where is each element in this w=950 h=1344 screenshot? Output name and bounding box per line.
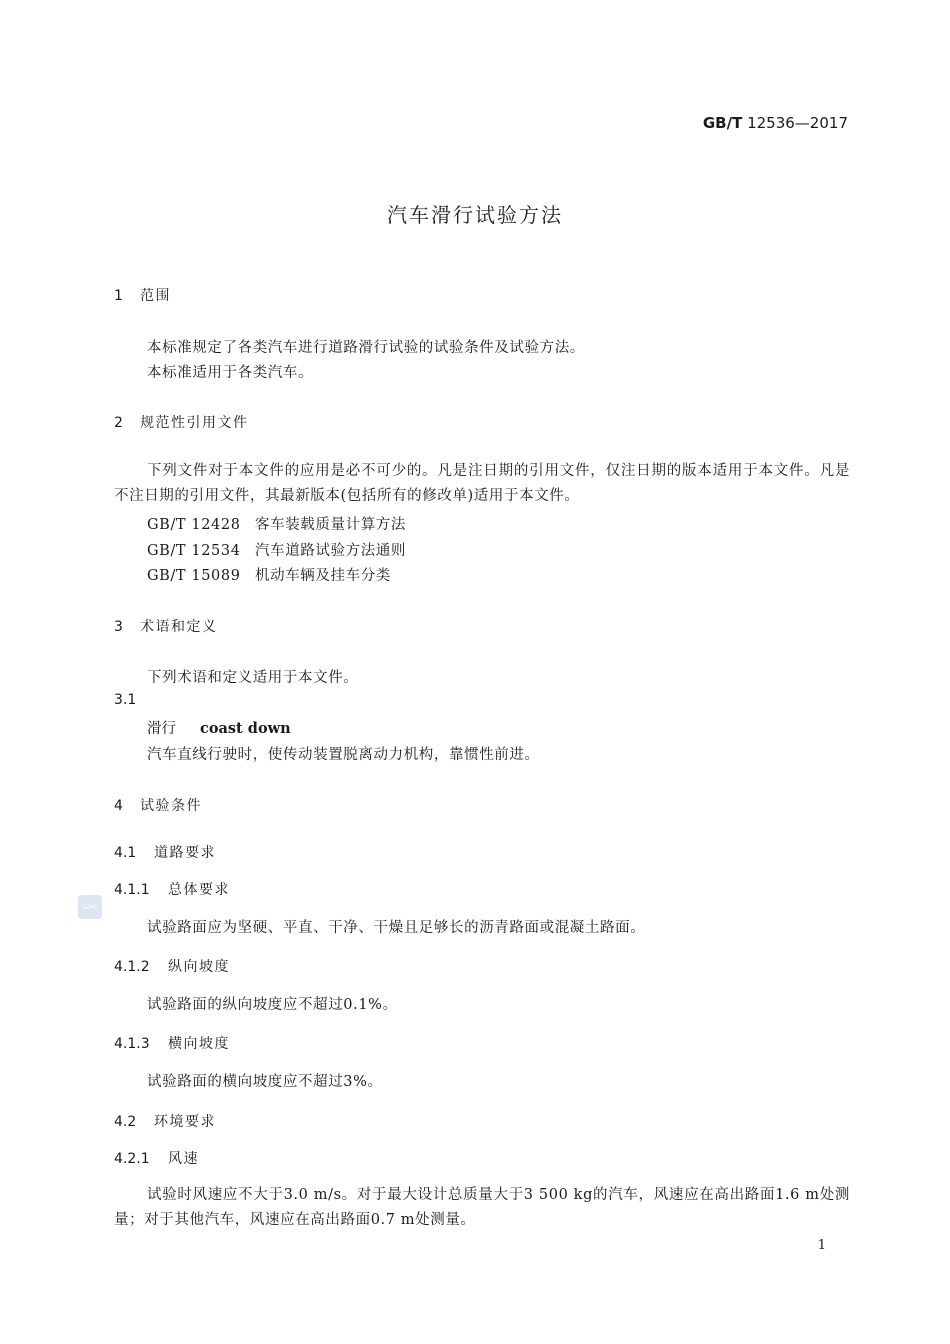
section-title: 环境要求 [154, 1114, 216, 1130]
section-title: 道路要求 [154, 845, 216, 861]
paragraph: 下列文件对于本文件的应用是必不可少的。凡是注日期的引用文件，仅注日期的版本适用于本文件。凡是不注日期的引用文件，其最新版本(包括所有的修改单)适用于本文件。 [114, 463, 850, 504]
subsection-heading [114, 842, 216, 862]
section-number: 4.1.2 [114, 959, 150, 975]
section-title: 范围 [140, 288, 171, 304]
section-number: 1 [114, 288, 123, 304]
section-number: 4.1.1 [114, 882, 150, 898]
reference-name: 客车装载质量计算方法 [255, 517, 406, 533]
section-number: 3 [114, 619, 123, 635]
subsection-heading [114, 1033, 230, 1053]
section-title: 纵向坡度 [168, 959, 230, 975]
section-title: 风速 [168, 1151, 199, 1167]
term-chinese: 滑行 [147, 721, 176, 737]
paragraph: 试验路面应为坚硬、平直、干净、干燥且足够长的沥青路面或混凝土路面。 [147, 920, 646, 936]
standard-number [703, 114, 848, 132]
reference-code: GB/T 12534 [147, 543, 241, 559]
subsection-heading [114, 1111, 216, 1131]
section-number: 4 [114, 798, 123, 814]
section-number: 4.1.3 [114, 1036, 150, 1052]
section-number: 2 [114, 415, 123, 431]
term-definition: 汽车直线行驶时，使传动装置脱离动力机构，靠惯性前进。 [147, 747, 540, 763]
paragraph: 试验时风速应不大于3.0 m/s。对于最大设计总质量大于3 500 kg的汽车，风速应在高出路面1.6 m处测量；对于其他汽车，风速应在高出路面0.7 m处测量。 [114, 1187, 850, 1228]
subsection-heading [114, 1148, 199, 1168]
reference-code: GB/T 15089 [147, 568, 241, 584]
reference-name: 机动车辆及挂车分类 [255, 568, 391, 584]
section-4-heading [114, 795, 202, 815]
reference-item [147, 539, 406, 560]
subsection-heading [114, 956, 230, 976]
subsection-heading [114, 879, 230, 899]
section-number: 4.2.1 [114, 1151, 150, 1167]
standard-code: 12536—2017 [747, 114, 848, 132]
section-3-heading [114, 616, 218, 636]
reference-item [147, 513, 406, 534]
section-1-heading [114, 285, 171, 305]
section-number: 4.1 [114, 845, 137, 861]
section-title: 术语和定义 [140, 619, 218, 635]
paragraph: 本标准适用于各类汽车。 [147, 365, 314, 381]
section-title: 总体要求 [168, 882, 230, 898]
watermark-logo: SZAC [78, 895, 102, 919]
reference-code: GB/T 12428 [147, 517, 241, 533]
standard-prefix: GB/T [702, 114, 743, 132]
term-number: 3.1 [114, 692, 137, 708]
term-heading [147, 717, 291, 738]
section-title: 规范性引用文件 [140, 415, 249, 431]
section-title: 横向坡度 [168, 1036, 230, 1052]
paragraph: 试验路面的横向坡度应不超过3%。 [147, 1074, 383, 1090]
paragraph: 试验路面的纵向坡度应不超过0.1%。 [147, 997, 398, 1013]
document-title: 汽车滑行试验方法 [387, 203, 563, 227]
section-title: 试验条件 [140, 798, 202, 814]
reference-name: 汽车道路试验方法通则 [255, 543, 406, 559]
page-number: 1 [817, 1238, 826, 1253]
section-2-heading [114, 412, 249, 432]
term-english: coast down [200, 720, 291, 737]
section-number: 4.2 [114, 1114, 137, 1130]
reference-item [147, 564, 391, 585]
paragraph: 本标准规定了各类汽车进行道路滑行试验的试验条件及试验方法。 [147, 340, 585, 356]
paragraph: 下列术语和定义适用于本文件。 [147, 670, 359, 686]
